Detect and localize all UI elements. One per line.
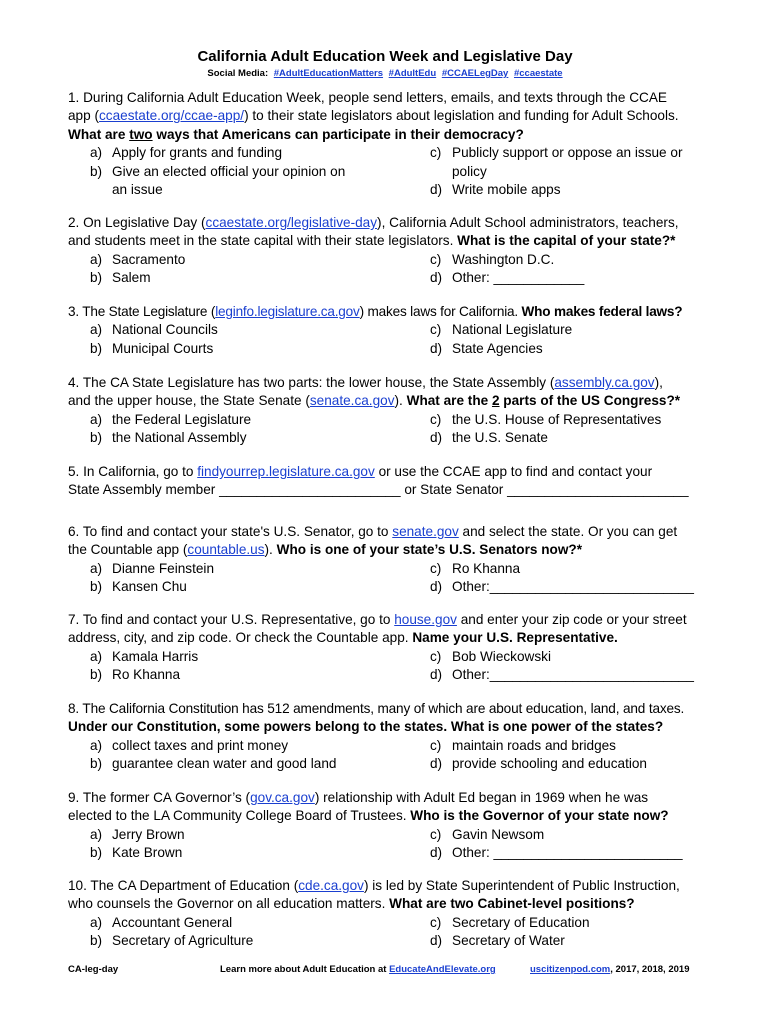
question-prompt: Under our Constitution, some powers belong to the states. What is one power of the states? <box>68 719 664 735</box>
question-2 <box>68 214 718 288</box>
gov-ca-link[interactable]: gov.ca.gov <box>250 790 315 805</box>
countable-link[interactable]: countable.us <box>187 542 265 558</box>
option-d[interactable]: d) Other:___________________________ <box>430 579 694 595</box>
question-4 <box>68 374 718 448</box>
option-b[interactable]: b) Kansen Chu <box>90 579 187 595</box>
answer-options <box>68 321 718 358</box>
social-label: Social Media: <box>207 68 269 79</box>
option-c[interactable]: c) Washington D.C. <box>430 251 555 267</box>
hashtag-ccaestate[interactable]: #ccaestate <box>513 68 563 79</box>
question-text: 1. During California Adult Education Week, people send letters, emails, and texts through the CCAE <box>68 90 667 105</box>
question-text: 4. The CA State Legislature has two parts: the lower house, the State Assembly (assembly.ca.gov), <box>68 375 663 390</box>
option-d[interactable]: d) Other:___________________________ <box>430 667 694 683</box>
question-text: 5. In California, go to findyourrep.legislature.ca.gov or use the CCAE app to find and contact your <box>68 464 653 479</box>
question-text: and students meet in the state capital with their state legislators. What is the capital of your state?* <box>68 233 676 249</box>
option-d[interactable]: d) Other: _________________________ <box>430 845 683 861</box>
option-d[interactable]: d) Secretary of Water <box>430 933 565 949</box>
option-b[interactable]: b) Kate Brown <box>90 845 183 861</box>
ccae-app-link[interactable]: ccaestate.org/ccae-app/ <box>98 108 245 124</box>
option-c[interactable]: c) Ro Khanna <box>430 560 521 576</box>
answer-options <box>68 914 718 951</box>
question-text: 6. To find and contact your state's U.S. Senator, go to senate.gov and select the state. Or you can get <box>68 524 678 539</box>
hashtag-adultedu[interactable]: #AdultEdu <box>388 68 437 79</box>
hashtag-adulteducationmatters[interactable]: #AdultEducationMatters <box>273 68 384 79</box>
question-10 <box>68 877 718 951</box>
answer-options <box>68 737 718 774</box>
option-c[interactable]: c) Gavin Newsom <box>430 826 545 842</box>
question-5 <box>68 463 718 500</box>
option-c-continued: policy <box>452 163 487 179</box>
option-b[interactable]: b) Ro Khanna <box>90 667 181 683</box>
question-8 <box>68 700 718 774</box>
leginfo-link[interactable]: leginfo.legislature.ca.gov <box>215 304 360 319</box>
option-c[interactable]: c) Secretary of Education <box>430 914 590 930</box>
question-9 <box>68 789 718 863</box>
option-d[interactable]: d) Write mobile apps <box>430 182 561 198</box>
question-text: who counsels the Governor on all education matters. What are two Cabinet-level positions? <box>68 896 635 912</box>
option-d[interactable]: d) provide schooling and education <box>430 756 647 772</box>
question-text: elected to the LA Community College Board of Trustees. Who is the Governor of your state now? <box>68 808 669 824</box>
question-7 <box>68 611 718 685</box>
question-text: address, city, and zip code. Or check the Countable app. Name your U.S. Representative. <box>68 630 618 646</box>
option-a[interactable]: a) Jerry Brown <box>90 826 185 842</box>
legislative-day-link[interactable]: ccaestate.org/legislative-day <box>205 215 378 230</box>
option-b[interactable]: b) Municipal Courts <box>90 340 214 356</box>
option-d[interactable]: d) Other: ____________ <box>430 270 585 286</box>
house-gov-link[interactable]: house.gov <box>394 612 457 627</box>
answer-options <box>68 411 718 448</box>
option-a[interactable]: a) Accountant General <box>90 914 233 930</box>
question-prompt: What are two ways that Americans can participate in their democracy? <box>68 126 524 142</box>
uscitizenpod-link[interactable]: uscitizenpod.com <box>530 964 611 975</box>
question-text: 3. The State Legislature (leginfo.legislature.ca.gov) makes laws for California. Who makes federal laws? <box>68 304 683 319</box>
option-a[interactable]: a) Sacramento <box>90 251 186 267</box>
option-b[interactable]: b) the National Assembly <box>90 430 247 446</box>
option-a[interactable]: a) Apply for grants and funding <box>90 145 283 161</box>
question-text: app (ccaestate.org/ccae-app/) to their state legislators about legislation and funding for Adult Schools. <box>68 108 679 124</box>
footer-learn-more: Learn more about Adult Education at EducateAndElevate.org <box>220 964 496 975</box>
option-a[interactable]: a) Dianne Feinstein <box>90 560 215 576</box>
findyourrep-link[interactable]: findyourrep.legislature.ca.gov <box>197 464 375 479</box>
question-text: and the upper house, the State Senate (senate.ca.gov). What are the 2 parts of the US Congress?* <box>68 393 681 409</box>
question-text: 7. To find and contact your U.S. Representative, go to house.gov and enter your zip code or your street <box>68 612 687 627</box>
answer-options <box>68 144 718 199</box>
answer-options <box>68 826 718 863</box>
question-text: 9. The former CA Governor’s (gov.ca.gov) relationship with Adult Ed began in 1969 when he was <box>68 790 649 805</box>
question-1 <box>68 89 718 199</box>
option-c[interactable]: c) maintain roads and bridges <box>430 737 616 753</box>
option-b[interactable]: b) guarantee clean water and good land <box>90 756 337 772</box>
option-a[interactable]: a) collect taxes and print money <box>90 737 289 753</box>
option-b[interactable]: b) Secretary of Agriculture <box>90 933 254 949</box>
hashtag-ccaelegday[interactable]: #CCAELegDay <box>441 68 509 79</box>
option-b[interactable]: b) Salem <box>90 270 151 286</box>
option-c[interactable]: c) Bob Wieckowski <box>430 648 551 664</box>
answer-options <box>68 251 718 288</box>
cde-ca-link[interactable]: cde.ca.gov <box>298 878 364 893</box>
footer-code: CA-leg-day <box>68 964 119 975</box>
option-b[interactable]: b) Give an elected official your opinion on <box>90 163 346 179</box>
social-media-line <box>0 68 770 79</box>
option-a[interactable]: a) Kamala Harris <box>90 648 199 664</box>
question-text: 8. The California Constitution has 512 amendments, many of which are about education, land, and taxes. <box>68 701 685 716</box>
option-c[interactable]: c) the U.S. House of Representatives <box>430 411 662 427</box>
answer-options <box>68 560 718 597</box>
assembly-link[interactable]: assembly.ca.gov <box>554 375 655 390</box>
option-c[interactable]: c) Publicly support or oppose an issue or <box>430 145 683 161</box>
question-3 <box>68 303 718 358</box>
answer-options <box>68 648 718 685</box>
senate-ca-link[interactable]: senate.ca.gov <box>309 393 395 409</box>
senate-gov-link[interactable]: senate.gov <box>392 524 459 539</box>
option-d[interactable]: d) State Agencies <box>430 340 543 356</box>
option-a[interactable]: a) the Federal Legislature <box>90 411 252 427</box>
option-b-continued: an issue <box>112 182 163 198</box>
fill-in-blank-line[interactable]: State Assembly member ________________________ or State Senator ________________________ <box>68 482 689 498</box>
footer-credit: uscitizenpod.com, 2017, 2018, 2019 <box>530 964 690 975</box>
educate-and-elevate-link[interactable]: EducateAndElevate.org <box>389 964 496 975</box>
option-c[interactable]: c) National Legislature <box>430 322 573 338</box>
page-title: California Adult Education Week and Legislative Day <box>197 48 573 65</box>
option-a[interactable]: a) National Councils <box>90 322 218 338</box>
option-d[interactable]: d) the U.S. Senate <box>430 430 548 446</box>
question-text: 10. The CA Department of Education (cde.ca.gov) is led by State Superintendent of Public Instruction, <box>68 878 680 893</box>
question-6 <box>68 523 718 597</box>
question-text: 2. On Legislative Day (ccaestate.org/legislative-day), California Adult School administrators, teachers, <box>68 215 679 230</box>
question-text: the Countable app (countable.us). Who is one of your state’s U.S. Senators now?* <box>68 542 583 558</box>
